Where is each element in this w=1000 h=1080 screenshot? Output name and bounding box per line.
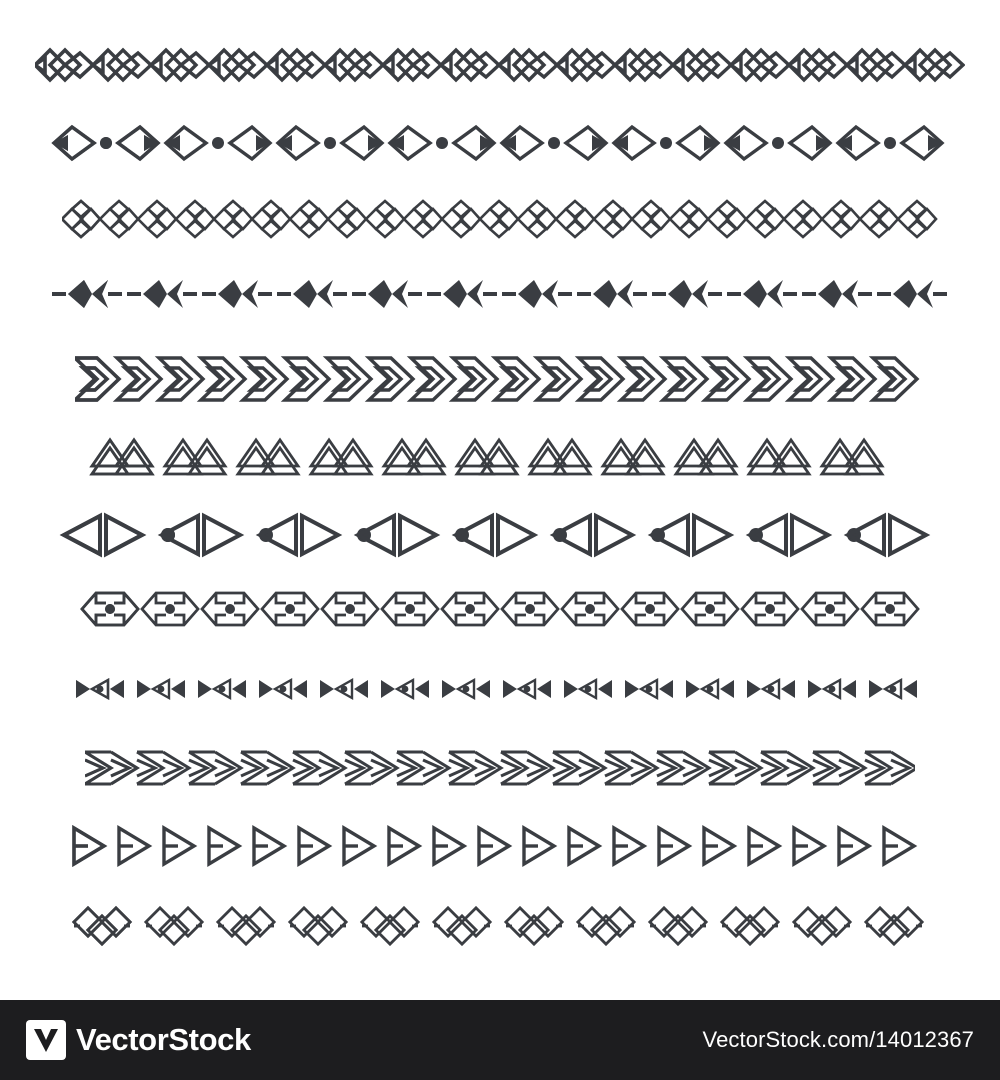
open-triangle-arrow-row-icon — [68, 822, 932, 870]
woven-braid-band-icon — [85, 744, 915, 792]
border-row-opposed-triangles-with-dot — [0, 508, 1000, 562]
border-row-solid-arrow-dash-chain — [0, 272, 1000, 318]
border-row-woven-braid-band — [0, 744, 1000, 792]
border-row-hexagon-eye-links — [0, 584, 1000, 634]
border-row-eye-lozenge-with-dot — [0, 118, 1000, 168]
border-row-chevron-arrow-ribbon — [0, 348, 1000, 410]
chevron-arrow-ribbon-icon — [75, 348, 925, 410]
small-arrow-eye-dots-icon — [72, 670, 928, 708]
border-row-small-arrow-eye-dots — [0, 670, 1000, 708]
watermark-bar — [0, 1000, 1000, 1080]
hexagon-eye-links-icon — [80, 584, 920, 634]
small-diamond-zigzag-band-icon — [62, 196, 938, 242]
watermark-brand-group — [26, 1020, 251, 1060]
double-triangle-knot-icon — [88, 432, 912, 482]
border-row-overlapping-square-diamonds — [0, 902, 1000, 950]
solid-arrow-dash-chain-icon — [52, 272, 948, 318]
watermark-brand-text: VectorStock — [76, 1022, 251, 1057]
border-row-double-triangle-knot — [0, 432, 1000, 482]
border-row-small-diamond-zigzag-band — [0, 196, 1000, 242]
border-row-open-triangle-arrow-row — [0, 822, 1000, 870]
vectorstock-logo — [26, 1020, 66, 1060]
eye-lozenge-with-dot-icon — [50, 118, 950, 168]
opposed-triangles-with-dot-icon — [58, 508, 942, 562]
interlocking-diamond-chain-icon — [35, 40, 965, 90]
vectorstock-logo-icon — [26, 1020, 66, 1060]
overlapping-square-diamonds-icon — [72, 902, 928, 950]
watermark-url-text: VectorStock.com/14012367 — [702, 1027, 974, 1052]
border-row-interlocking-diamond-chain — [0, 40, 1000, 90]
